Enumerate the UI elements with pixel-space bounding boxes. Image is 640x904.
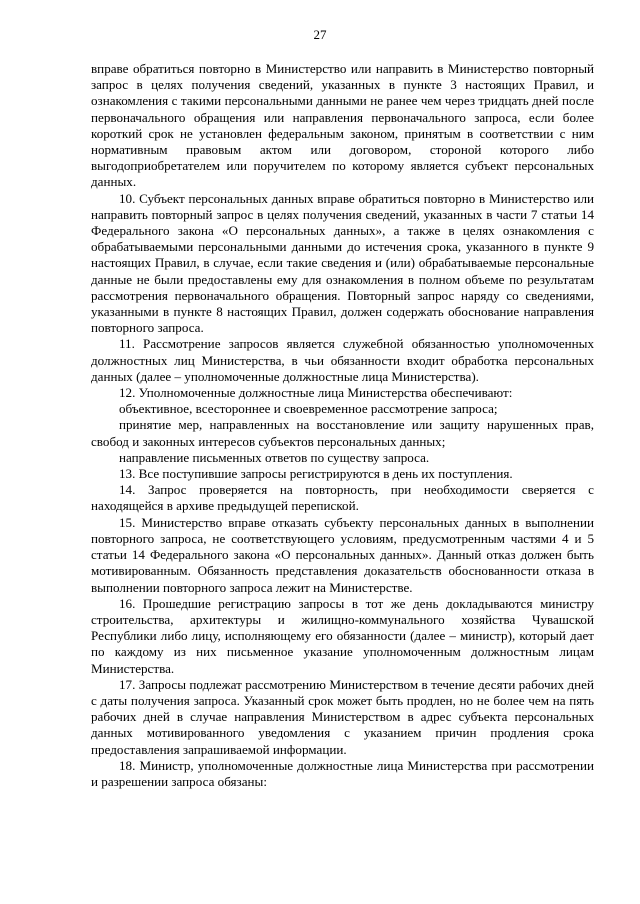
paragraph-12: 12. Уполномоченные должностные лица Министерства обеспечивают: [119, 385, 513, 401]
paragraph-13: 13. Все поступившие запросы регистрируются в день их поступления. [119, 466, 513, 482]
paragraph-18: 18. Министр, уполномоченные должностные лица Министерства при рассмотрении и разрешении запроса обязаны: [91, 757, 594, 789]
paragraph-10: 10. Субъект персональных данных вправе обратиться повторно в Министерство или направить повторный запрос в целях получения сведений, указанных в части 7 статьи 14 Федерального закона «О персональных данных», а также в целях ознакомления с обрабатываемыми персональными данными до истечения срока, указанного в пункте 9 настоящих Правил, в случае, если такие сведения и (или) обрабатываемые персональные данные не были предоставлены ему для ознакомления в полном объеме по результатам рассмотрения первоначального обращения. Повторный запрос наряду со сведениями, указанными в пункте 8 настоящих Правил, должен содержать обоснование направления повторного запроса. [91, 190, 594, 336]
paragraph-17: 17. Запросы подлежат рассмотрению Министерством в течение десяти рабочих дней с даты получения запроса. Указанный срок может быть продлен, но не более чем на пять рабочих дней в случае направления Министерством в адрес субъекта персональных данных мотивированного уведомления с указанием причин продления срока предоставления запрашиваемой информации. [91, 676, 594, 757]
paragraph-14: 14. Запрос проверяется на повторность, при необходимости сверяется с находящейся в архиве предыдущей перепиской. [91, 482, 594, 514]
paragraph-12-item-3: направление письменных ответов по существу запроса. [119, 449, 430, 465]
paragraph-12-item-2: принятие мер, направленных на восстановление или защиту нарушенных прав, свобод и законных интересов субъектов персональных данных; [91, 417, 594, 449]
paragraph-12-item-1: объективное, всестороннее и своевременное рассмотрение запроса; [119, 401, 498, 417]
paragraph-11: 11. Рассмотрение запросов является служебной обязанностью уполномоченных должностных лиц Министерства, в чьи обязанности входит обработка персональных данных (далее – уполномоченные должностные лица Министерства). [91, 336, 594, 384]
paragraph-continuation: вправе обратиться повторно в Министерство или направить в Министерство повторный запрос в целях получения сведений, указанных в пункте 3 настоящих Правил, и ознакомления с такими персональными данными не ранее чем через тридцать дней после первоначального обращения или направления первоначального запроса, если более короткий срок не установлен федеральным законом, принятым в соответствии с ним нормативным правовым актом или договором, стороной которого либо выгодоприобретателем или поручителем по которому является субъект персональных данных. [91, 61, 594, 190]
page-number: 27 [313, 27, 327, 42]
paragraph-15: 15. Министерство вправе отказать субъекту персональных данных в выполнении повторного запроса, не соответствующего условиям, предусмотренным частями 4 и 5 статьи 14 Федерального закона «О персональных данных». Данный отказ должен быть мотивированным. Обязанность представления доказательств обоснованности отказа в выполнении повторного запроса лежит на Министерстве. [91, 514, 594, 595]
document-body [91, 61, 594, 790]
paragraph-16: 16. Прошедшие регистрацию запросы в тот же день докладываются министру строительства, архитектуры и жилищно-коммунального хозяйства Чувашской Республики либо лицу, исполняющему его обязанности (далее – министр), который дает по каждому из них письменное указание уполномоченным должностным лицам Министерства. [91, 595, 594, 676]
